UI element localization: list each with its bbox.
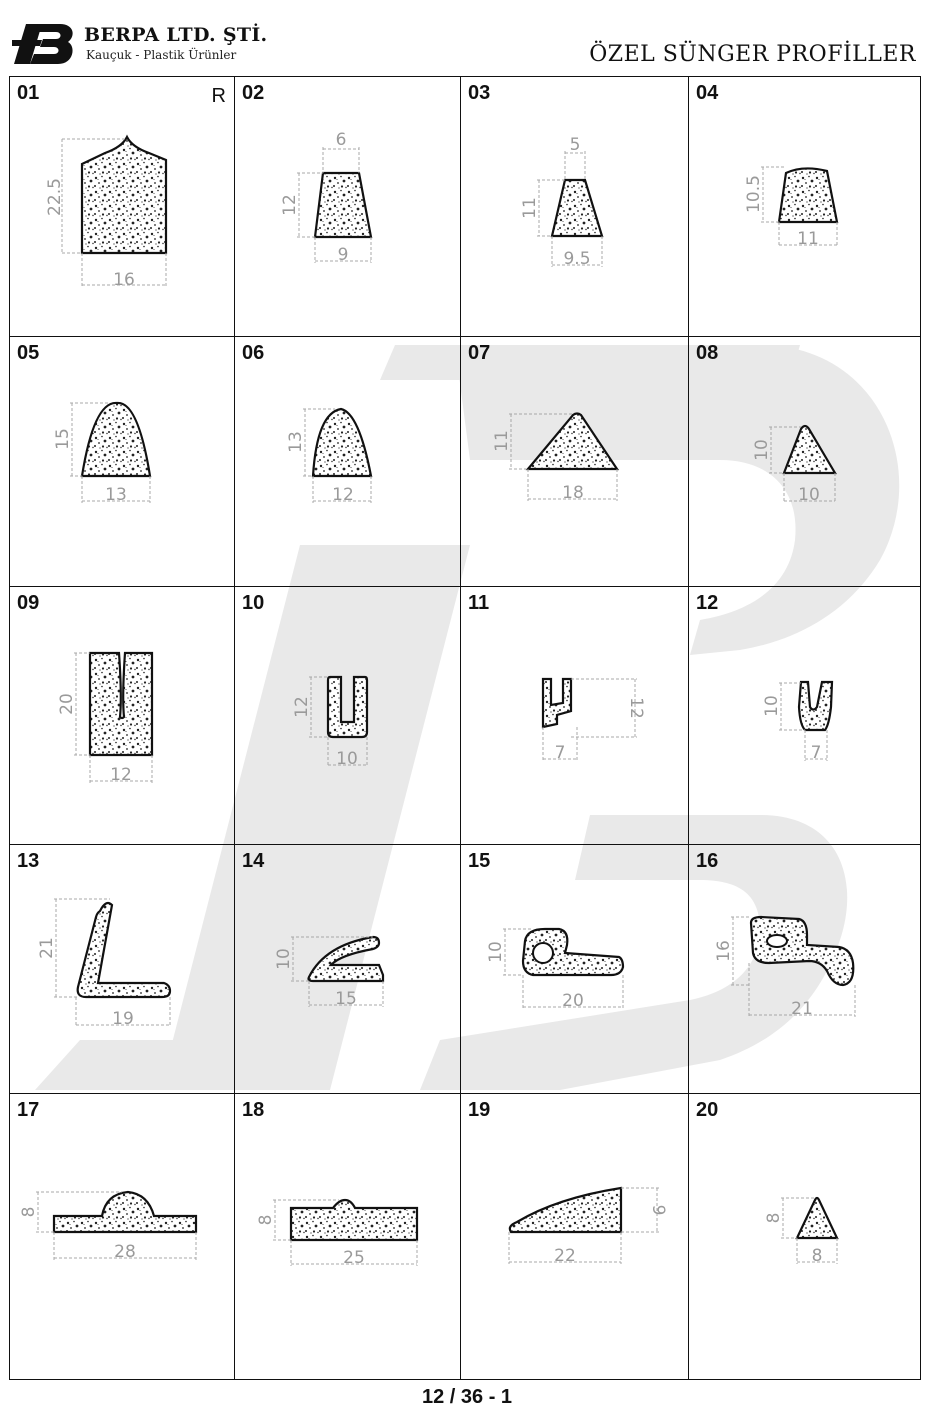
profile-20-drawing [689, 1094, 922, 1381]
dimension-label: 22 [554, 1246, 576, 1266]
dimension-label: 15 [335, 989, 357, 1009]
dimension-label: 15 [53, 428, 73, 450]
dimension-label: 10 [798, 485, 820, 505]
page-title: ÖZEL SÜNGER PROFİLLER [589, 42, 916, 67]
dimension-label: 11 [797, 229, 819, 249]
dimension-label: 20 [57, 693, 77, 715]
profile-18-drawing [235, 1094, 462, 1381]
profile-cell-02 [234, 76, 461, 337]
dimension-label: 25 [343, 1248, 365, 1268]
profile-flag: R [211, 85, 226, 107]
dimension-label: 22.5 [45, 178, 65, 216]
profile-15-drawing [461, 845, 690, 1095]
dimension-label: 12 [280, 194, 300, 216]
profile-number: 13 [17, 850, 40, 872]
dimension-label: 28 [114, 1242, 136, 1262]
profile-number: 20 [696, 1099, 719, 1121]
dimension-label: 16 [714, 940, 734, 962]
profile-cell-13 [9, 844, 235, 1094]
dimension-label: 9 [648, 1204, 668, 1216]
dimension-label: 20 [562, 991, 584, 1011]
berpa-logo-icon [12, 22, 76, 66]
profile-cell-19 [460, 1093, 689, 1380]
dimension-label: 10.5 [744, 175, 764, 213]
page-header [0, 0, 934, 75]
company-tagline: Kauçuk - Plastik Ürünler [86, 48, 237, 62]
dimension-label: 21 [791, 999, 813, 1019]
profile-16-drawing [689, 845, 922, 1095]
profile-number: 17 [17, 1099, 40, 1121]
dimension-label: 5 [569, 135, 581, 155]
profile-cell-03 [460, 76, 689, 337]
profile-cell-12 [688, 586, 921, 845]
dimension-label: 12 [626, 697, 646, 719]
dimension-label: 9.5 [563, 249, 591, 269]
profile-number: 09 [17, 592, 40, 614]
profile-cell-04 [688, 76, 921, 337]
dimension-label: 7 [810, 743, 822, 763]
company-name: BERPA LTD. ŞTİ. [84, 24, 268, 46]
profile-12-drawing [689, 587, 922, 846]
profile-number: 11 [468, 592, 490, 614]
profile-17-drawing [10, 1094, 236, 1381]
profile-09-drawing [10, 587, 236, 846]
profile-cell-06 [234, 336, 461, 587]
profile-cell-10 [234, 586, 461, 845]
profile-number: 03 [468, 82, 491, 104]
profile-06-drawing [235, 337, 462, 588]
profile-number: 15 [468, 850, 491, 872]
profile-08-drawing [689, 337, 922, 588]
profile-number: 10 [242, 592, 265, 614]
profile-07-drawing [461, 337, 690, 588]
dimension-label: 8 [19, 1206, 39, 1218]
profile-grid [9, 76, 921, 1380]
dimension-label: 21 [37, 937, 57, 959]
profile-11-drawing [461, 587, 690, 846]
profile-cell-07 [460, 336, 689, 587]
dimension-label: 8 [256, 1214, 276, 1226]
profile-number: 19 [468, 1099, 491, 1121]
dimension-label: 10 [752, 439, 772, 461]
profile-cell-16 [688, 844, 921, 1094]
profile-number: 12 [696, 592, 719, 614]
profile-number: 06 [242, 342, 265, 364]
dimension-label: 8 [811, 1246, 823, 1266]
dimension-label: 11 [492, 430, 512, 452]
profile-cell-09 [9, 586, 235, 845]
profile-number: 14 [242, 850, 265, 872]
profile-10-drawing [235, 587, 462, 846]
profile-05-drawing [10, 337, 236, 588]
dimension-label: 11 [520, 197, 540, 219]
dimension-label: 8 [764, 1212, 784, 1224]
profile-cell-18 [234, 1093, 461, 1380]
profile-number: 01 [17, 82, 40, 104]
dimension-label: 16 [113, 270, 135, 290]
dimension-label: 13 [105, 485, 127, 505]
page-number: 12 / 36 - 1 [421, 1386, 513, 1408]
dimension-label: 19 [112, 1009, 134, 1029]
dimension-label: 10 [486, 941, 506, 963]
profile-cell-01 [9, 76, 235, 337]
profile-cell-11 [460, 586, 689, 845]
profile-01-drawing [10, 77, 236, 338]
profile-cell-15 [460, 844, 689, 1094]
profile-cell-14 [234, 844, 461, 1094]
profile-number: 16 [696, 850, 719, 872]
profile-13-drawing [10, 845, 236, 1095]
profile-02-drawing [235, 77, 462, 338]
profile-number: 05 [17, 342, 40, 364]
profile-19-drawing [461, 1094, 690, 1381]
profile-cell-17 [9, 1093, 235, 1380]
profile-04-drawing [689, 77, 922, 338]
dimension-label: 12 [110, 765, 132, 785]
profile-number: 02 [242, 82, 265, 104]
dimension-label: 7 [554, 743, 566, 763]
profile-number: 08 [696, 342, 719, 364]
profile-cell-20 [688, 1093, 921, 1380]
dimension-label: 10 [762, 695, 782, 717]
dimension-label: 10 [274, 948, 294, 970]
profile-cell-08 [688, 336, 921, 587]
dimension-label: 12 [332, 485, 354, 505]
profile-03-drawing [461, 77, 690, 338]
profile-number: 18 [242, 1099, 265, 1121]
dimension-label: 18 [562, 483, 584, 503]
profile-number: 04 [696, 82, 719, 104]
dimension-label: 13 [286, 431, 306, 453]
dimension-label: 12 [292, 696, 312, 718]
dimension-label: 9 [337, 245, 349, 265]
profile-14-drawing [235, 845, 462, 1095]
profile-cell-05 [9, 336, 235, 587]
dimension-label: 6 [335, 130, 347, 150]
profile-number: 07 [468, 342, 491, 364]
dimension-label: 10 [336, 749, 358, 769]
